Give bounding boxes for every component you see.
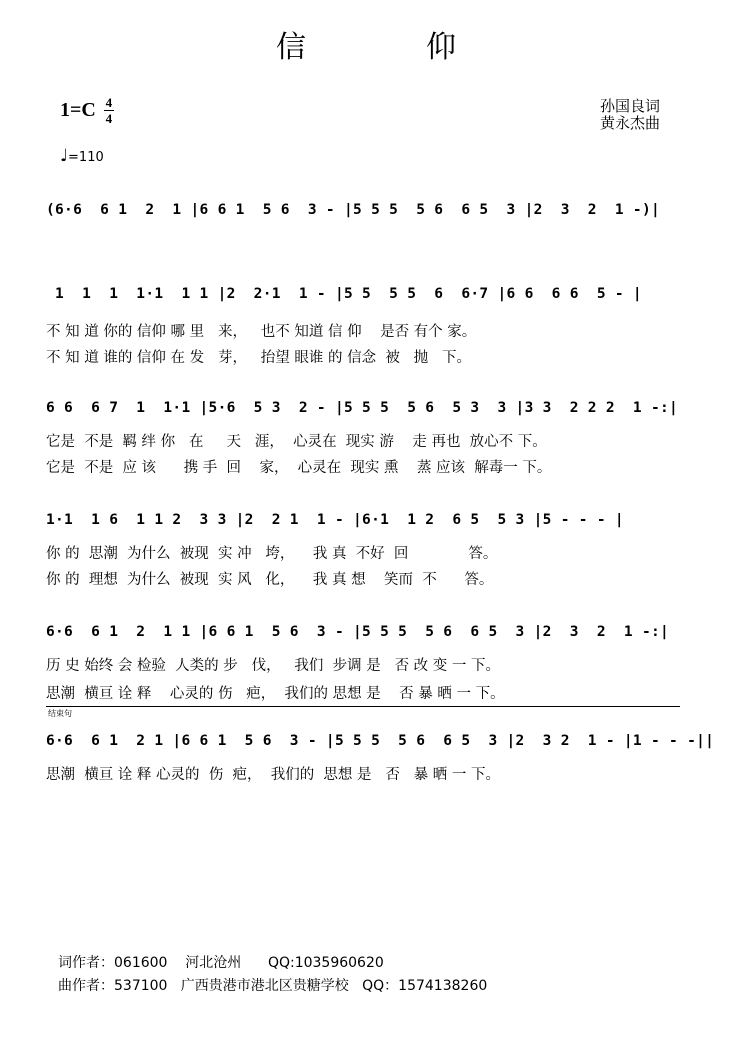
quarter-note-icon: ♩: [60, 146, 69, 166]
footer-composer-info: 曲作者：537100 广西贵港市港北区贵糖学校 QQ：1574138260: [58, 978, 488, 994]
key-signature: [60, 96, 114, 125]
lyric-line-3b: 你 的 理想 为什么 被现 实 风 化， 我 真 想 笑而 不 答。: [46, 572, 494, 588]
notation-row-4: 6·6 6 1 2 1 1 |6 6 1 5 6 3 - |5 5 5 5 6 6 5 3 |2 3 2 1 -:|: [46, 624, 670, 640]
lyric-line-2a: 它是 不是 羁 绊 你 在 天 涯， 心灵在 现实 游 走 再也 放心不 下。: [46, 434, 547, 450]
tempo-value: =110: [68, 150, 104, 165]
lyric-line-1b: 不 知 道 谁的 信仰 在 发 芽， 抬望 眼谁 的 信念 被 抛 下。: [46, 350, 472, 366]
credits: [600, 98, 660, 132]
lyric-line-4a: 历 史 始终 会 检验 人类的 步 伐， 我们 步调 是 否 改 变 一 下。: [46, 658, 501, 674]
tempo-marking: [60, 146, 104, 166]
lyric-line-2b: 它是 不是 应 该 携 手 回 家， 心灵在 现实 熏 蒸 应该 解毒一 下。: [46, 460, 552, 476]
notation-row-coda: 6·6 6 1 2 1 |6 6 1 5 6 3 - |5 5 5 5 6 6 5 3 |2 3 2 1 - |1 - - -||: [46, 733, 715, 749]
notation-row-1: 1 1 1 1·1 1 1 |2 2·1 1 - |5 5 5 5 6 6·7 |6 6 6 6 5 - |: [46, 286, 642, 302]
key-label: 1=C: [60, 99, 96, 121]
lyric-line-coda: 思潮 横亘 诠 释 心灵的 伤 疤， 我们的 思想 是 否 暴 晒 一 下。: [46, 767, 501, 783]
lyricist: 孙国良词: [600, 97, 661, 115]
meter-bottom: 4: [105, 111, 113, 126]
time-signature: [104, 96, 114, 125]
footer-lyricist-info: 词作者：061600 河北沧州 QQ:1035960620: [58, 955, 384, 971]
lyric-line-3a: 你 的 思潮 为什么 被现 实 冲 垮， 我 真 不好 回 答。: [46, 546, 498, 562]
notation-row-intro: (6·6 6 1 2 1 |6 6 1 5 6 3 - |5 5 5 5 6 6 5 3 |2 3 2 1 -)|: [46, 202, 661, 218]
coda-bracket: [46, 706, 680, 707]
song-title: 信 仰: [276, 30, 456, 65]
notation-row-3: 1·1 1 6 1 1 2 3 3 |2 2 1 1 - |6·1 1 2 6 5 5 3 |5 - - - |: [46, 512, 624, 528]
lyric-line-4b: 思潮 横亘 诠 释 心灵的 伤 疤， 我们的 思想 是 否 暴 晒 一 下。: [46, 686, 505, 702]
coda-label: 结束句: [48, 709, 72, 718]
meter-top: 4: [105, 95, 113, 110]
composer: 黄永杰曲: [600, 114, 661, 132]
lyric-line-1a: 不 知 道 你的 信仰 哪 里 来， 也不 知道 信 仰 是否 有个 家。: [46, 324, 477, 340]
notation-row-2: 6 6 6 7 1 1·1 |5·6 5 3 2 - |5 5 5 5 6 5 3 3 |3 3 2 2 2 1 -:|: [46, 400, 679, 416]
